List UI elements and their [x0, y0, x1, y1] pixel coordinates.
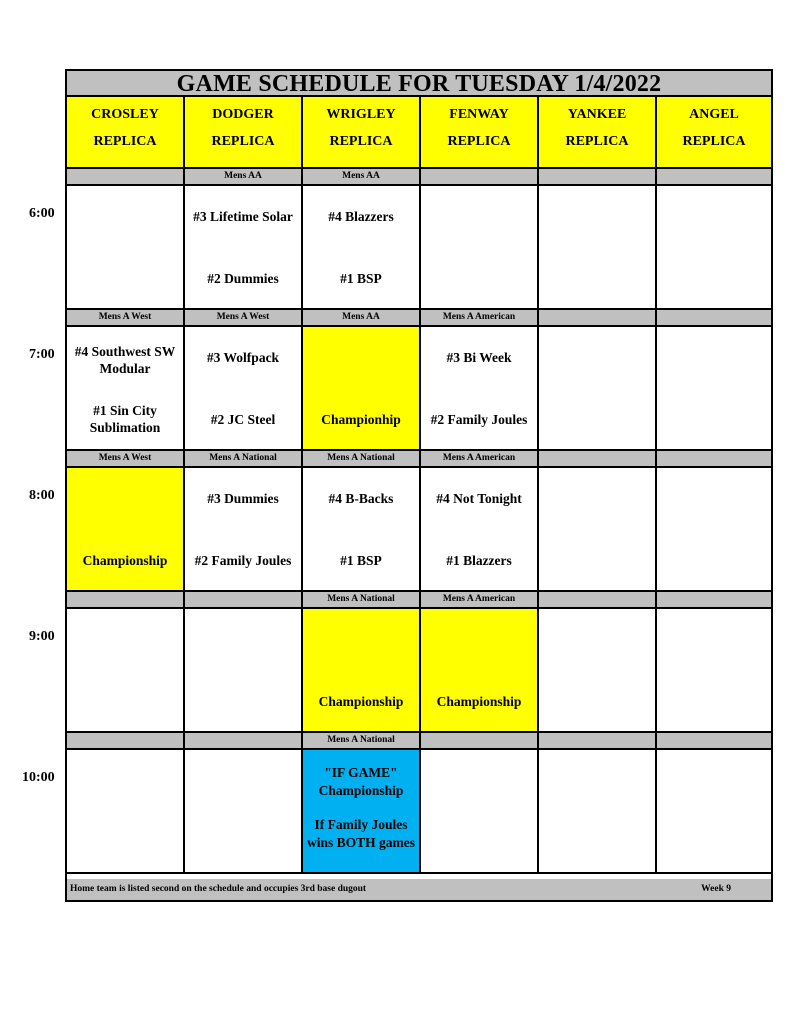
division-label: Mens A West: [67, 310, 185, 325]
home-team: If Family Joules wins BOTH games: [306, 817, 415, 850]
division-label: [539, 169, 657, 184]
away-team: #4 Blazzers: [328, 209, 394, 224]
game-cell: [657, 327, 771, 449]
division-label: [67, 592, 185, 607]
division-band: [67, 592, 771, 609]
home-team: #1 BSP: [340, 553, 382, 568]
game-cell: [303, 609, 421, 731]
field-sub: REPLICA: [682, 134, 746, 149]
division-label: Mens AA: [303, 310, 421, 325]
division-band: [67, 451, 771, 468]
home-team: #1 Sin City Sublimation: [89, 403, 161, 435]
game-cell: [657, 750, 771, 872]
time-slot-row: [67, 327, 771, 451]
division-label: [657, 733, 771, 748]
division-label: Mens A West: [185, 310, 303, 325]
division-label: Mens AA: [303, 169, 421, 184]
game-cell: [657, 468, 771, 590]
game-cell: [421, 186, 539, 308]
away-team: #3 Bi Week: [446, 350, 512, 365]
week-label: Week 9: [701, 884, 731, 894]
division-label: [185, 733, 303, 748]
division-label: [657, 169, 771, 184]
schedule-title: GAME SCHEDULE FOR TUESDAY 1/4/2022: [67, 71, 771, 97]
division-label: [539, 451, 657, 466]
game-cell: [303, 468, 421, 590]
game-cell: [539, 750, 657, 872]
home-team: #2 Family Joules: [194, 553, 292, 568]
field-header-angel: [657, 97, 771, 167]
home-team: #1 Blazzers: [446, 553, 512, 568]
game-cell: [185, 468, 303, 590]
game-cell: [539, 186, 657, 308]
field-header-row: [67, 97, 771, 169]
game-cell: [539, 327, 657, 449]
away-team: #4 Not Tonight: [436, 491, 522, 506]
field-sub: REPLICA: [565, 134, 629, 149]
home-team: Championship: [82, 553, 168, 568]
game-cell: [303, 327, 421, 449]
game-cell: [303, 750, 421, 872]
game-cell: [421, 609, 539, 731]
game-cell: [303, 186, 421, 308]
time-label: 9:00: [29, 629, 55, 644]
home-team: #2 JC Steel: [210, 412, 276, 427]
game-cell: [67, 750, 185, 872]
game-cell: [185, 750, 303, 872]
division-label: Mens AA: [185, 169, 303, 184]
division-label: [67, 733, 185, 748]
field-name: DODGER: [212, 107, 274, 122]
field-name: ANGEL: [689, 107, 739, 122]
away-team: "IF GAME" Championship: [318, 765, 404, 798]
game-cell: [67, 609, 185, 731]
schedule-table: [65, 69, 773, 902]
field-header-yankee: [539, 97, 657, 167]
division-label: Mens A National: [303, 592, 421, 607]
division-label: [539, 310, 657, 325]
footer-bar: [67, 879, 771, 900]
game-cell: [67, 468, 185, 590]
time-slot-row: [67, 186, 771, 310]
home-team: #2 Dummies: [207, 271, 279, 286]
away-team: #3 Lifetime Solar: [193, 209, 293, 224]
division-label: Mens A National: [303, 451, 421, 466]
division-label: [421, 169, 539, 184]
away-team: #3 Wolfpack: [206, 350, 280, 365]
away-team: #4 Southwest SW Modular: [74, 344, 176, 376]
time-slot-row: [67, 750, 771, 874]
time-label: 10:00: [22, 770, 55, 785]
game-cell: [421, 468, 539, 590]
game-cell: [657, 186, 771, 308]
field-header-fenway: [421, 97, 539, 167]
field-header-crosley: [67, 97, 185, 167]
division-label: Mens A American: [421, 310, 539, 325]
footer-note: Home team is listed second on the schedule and occupies 3rd base dugout: [70, 884, 367, 894]
field-name: CROSLEY: [91, 107, 159, 122]
division-label: Mens A National: [185, 451, 303, 466]
division-label: [657, 592, 771, 607]
division-label: [421, 733, 539, 748]
game-cell: [67, 186, 185, 308]
time-label: 6:00: [29, 206, 55, 221]
time-label: 7:00: [29, 347, 55, 362]
home-team: Championship: [436, 694, 522, 709]
division-label: [539, 592, 657, 607]
division-label: [539, 733, 657, 748]
home-team: Championhip: [321, 412, 401, 427]
division-label: Mens A American: [421, 592, 539, 607]
division-band: [67, 733, 771, 750]
home-team: #1 BSP: [340, 271, 382, 286]
division-label: [185, 592, 303, 607]
game-cell: [185, 327, 303, 449]
field-sub: REPLICA: [211, 134, 275, 149]
field-sub: REPLICA: [447, 134, 511, 149]
away-team: #3 Dummies: [207, 491, 279, 506]
time-slot-row: [67, 468, 771, 592]
field-sub: REPLICA: [329, 134, 393, 149]
field-header-dodger: [185, 97, 303, 167]
game-cell: [539, 609, 657, 731]
game-cell: [539, 468, 657, 590]
division-band: [67, 169, 771, 186]
game-cell: [67, 327, 185, 449]
field-name: WRIGLEY: [326, 107, 396, 122]
field-name: FENWAY: [449, 107, 509, 122]
division-label: Mens A American: [421, 451, 539, 466]
time-slot-row: [67, 609, 771, 733]
division-label: [657, 451, 771, 466]
game-cell: [185, 609, 303, 731]
division-band: [67, 310, 771, 327]
game-cell: [185, 186, 303, 308]
home-team: #2 Family Joules: [430, 412, 528, 427]
division-label: [657, 310, 771, 325]
game-cell: [657, 609, 771, 731]
time-label: 8:00: [29, 488, 55, 503]
game-cell: [421, 327, 539, 449]
field-header-wrigley: [303, 97, 421, 167]
game-cell: [421, 750, 539, 872]
division-label: Mens A West: [67, 451, 185, 466]
division-label: [67, 169, 185, 184]
division-label: Mens A National: [303, 733, 421, 748]
field-name: YANKEE: [567, 107, 627, 122]
away-team: #4 B-Backs: [328, 491, 394, 506]
home-team: Championship: [318, 694, 404, 709]
field-sub: REPLICA: [93, 134, 157, 149]
